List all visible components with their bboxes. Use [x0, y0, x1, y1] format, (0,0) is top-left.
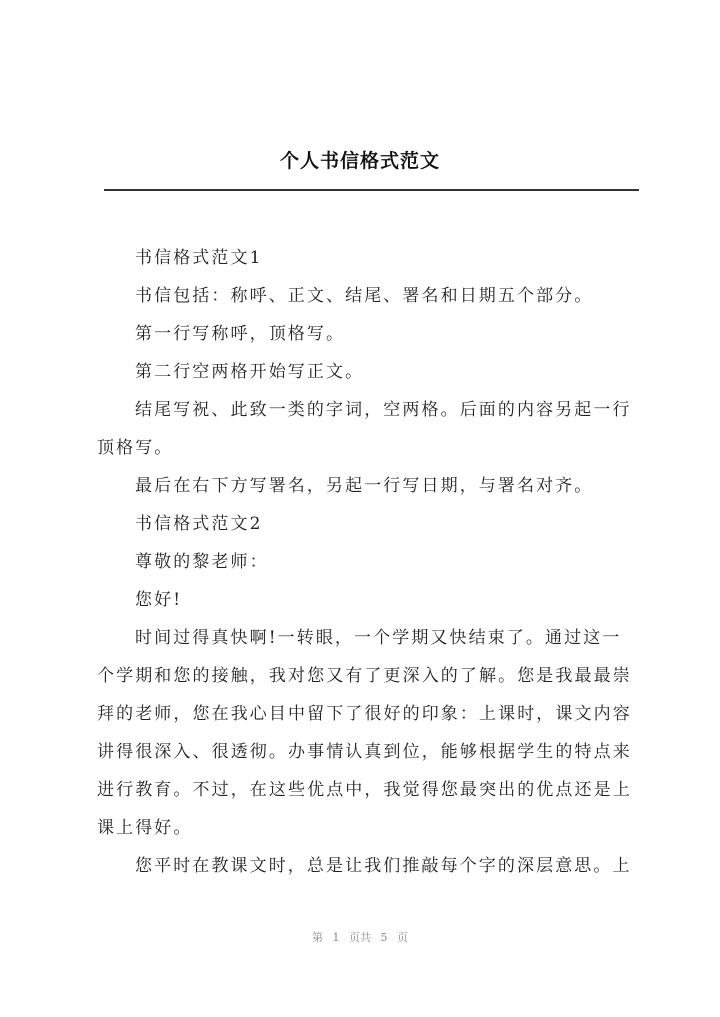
page-footer: 第 1 页共 5 页 — [312, 931, 408, 944]
text-line: 尊敬的黎老师： — [135, 552, 269, 572]
document-body — [97, 246, 657, 892]
text-line: 顶格写。 — [97, 438, 174, 458]
text-line: 第二行空两格开始写正文。 — [135, 362, 365, 382]
text-line: 个学期和您的接触，我对您又有了更深入的了解。您是我最最崇 — [97, 666, 632, 686]
text-line: 您平时在教课文时，总是让我们推敲每个字的深层意思。上 — [135, 856, 632, 876]
text-line: 第一行写称呼，顶格写。 — [135, 324, 346, 344]
text-line: 讲得很深入、很透彻。办事情认真到位，能够根据学生的特点来 — [97, 742, 632, 762]
text-line: 时间过得真快啊!一转眼，一个学期又快结束了。通过这一 — [135, 628, 622, 648]
text-line: 书信包括：称呼、正文、结尾、署名和日期五个部分。 — [135, 286, 594, 306]
title-divider — [104, 189, 639, 191]
text-line: 您好! — [135, 590, 183, 610]
text-line: 最后在右下方写署名，另起一行写日期，与署名对齐。 — [135, 476, 594, 496]
text-line: 拜的老师，您在我心目中留下了很好的印象：上课时，课文内容 — [97, 704, 632, 724]
text-line: 书信格式范文1 — [135, 248, 263, 268]
page-title: 个人书信格式范文 — [279, 150, 440, 172]
text-line: 课上得好。 — [97, 818, 193, 838]
text-line: 进行教育。不过，在这些优点中，我觉得您最突出的优点还是上 — [97, 780, 632, 800]
text-line: 结尾写祝、此致一类的字词，空两格。后面的内容另起一行 — [135, 400, 632, 420]
text-line: 书信格式范文2 — [135, 514, 263, 534]
